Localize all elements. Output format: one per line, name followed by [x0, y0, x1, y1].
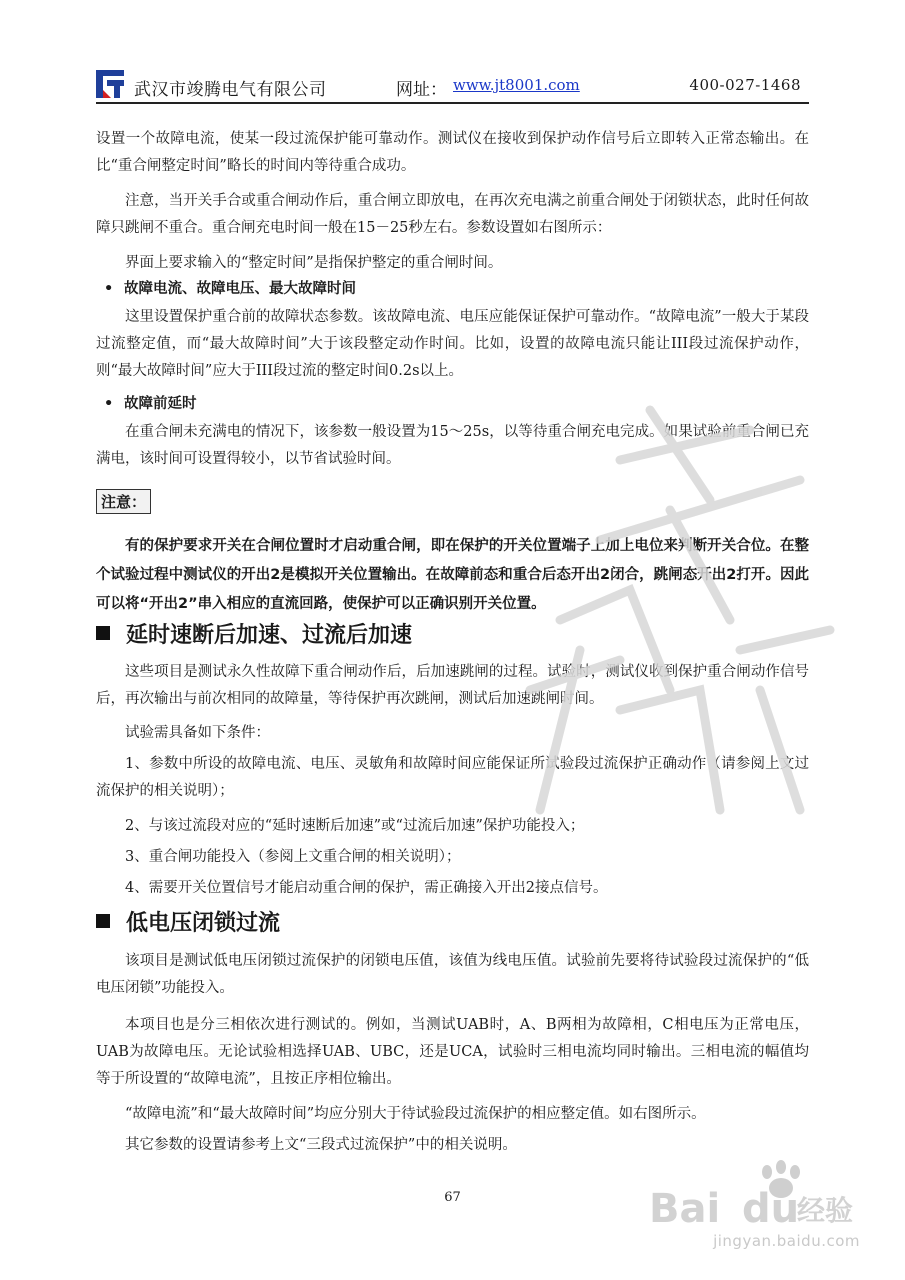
company-name: 武汉市竣腾电气有限公司 — [134, 80, 327, 100]
paragraph: 这里设置保护重合前的故障状态参数。该故障电流、电压应能保证保护可靠动作。“故障电流”一般大于某段过流整定值，而“最大故障时间”大于该段整定动作时间。比如，设置的故障电流只能让III段过流保护动作，则“最大故障时间”应大于III段过流的整定时间0.2s以上。 — [96, 309, 809, 379]
paragraph: 其它参数的设置请参考上文“三段式过流保护”中的相关说明。 — [125, 1137, 517, 1153]
list-item: 3、重合闸功能投入（参阅上文重合闸的相关说明）； — [125, 849, 461, 865]
list-item: 4、需要开关位置信号才能启动重合闸的保护，需正确接入开出2接点信号。 — [125, 880, 608, 896]
list-item: 2、与该过流段对应的“延时速断后加速”或“过流后加速”保护功能投入； — [125, 818, 585, 834]
bullet-icon: • — [104, 281, 114, 297]
svg-text:du: du — [742, 1186, 800, 1232]
bullet-icon: • — [104, 396, 114, 412]
paragraph: 这些项目是测试永久性故障下重合闸动作后，后加速跳闸的过程。试验时，测试仪收到保护重合闸动作信号后，再次输出与前次相同的故障量，等待保护再次跳闸，测试后加速跳闸时间。 — [96, 664, 809, 707]
page-header — [96, 64, 809, 104]
bullet-heading: • 故障前延时 — [104, 396, 197, 412]
square-bullet-icon — [96, 626, 110, 640]
website-link[interactable]: www.jt8001.com — [453, 76, 580, 94]
paragraph: 试验需具备如下条件： — [125, 725, 270, 741]
list-item: 1、参数中所设的故障电流、电压、灵敏角和故障时间应能保证所试验段过流保护正确动作（请参阅上文过流保护的相关说明）； — [96, 756, 809, 799]
svg-text:Bai: Bai — [649, 1186, 721, 1232]
page-number: 67 — [444, 1190, 461, 1205]
phone-number: 400-027-1468 — [689, 76, 801, 94]
bullet-heading: • 故障电流、故障电压、最大故障时间 — [104, 281, 356, 297]
paragraph: 本项目也是分三相依次进行测试的。例如，当测试UAB时，A、B两相为故障相，C相电压为正常电压，UAB为故障电压。无论试验相选择UAB、UBC，还是UCA，试验时三相电流均同时输出。三相电流的幅值均等于所设置的“故障电流”，且按正序相位输出。 — [96, 1017, 809, 1087]
paragraph: 界面上要求输入的“整定时间”是指保护整定的重合闸时间。 — [125, 255, 503, 271]
paragraph: 注意，当开关手合或重合闸动作后，重合闸立即放电，在再次充电满之前重合闸处于闭锁状态，此时任何故障只跳闸不重合。重合闸充电时间一般在15－25秒左右。参数设置如右图所示： — [96, 193, 809, 236]
company-logo-icon — [96, 70, 124, 98]
paragraph: 在重合闸未充满电的情况下，该参数一般设置为15～25s，以等待重合闸充电完成。如果试验前重合闸已充满电，该时间可设置得较小，以节省试验时间。 — [96, 424, 809, 467]
section-title: 延时速断后加速、过流后加速 — [96, 618, 412, 649]
svg-text:经验: 经验 — [797, 1194, 854, 1227]
website-label: 网址： — [396, 80, 447, 100]
paragraph: 设置一个故障电流，使某一段过流保护能可靠动作。测试仪在接收到保护动作信号后立即转入正常态输出。在比“重合闸整定时间”略长的时间内等待重合成功。 — [96, 131, 809, 174]
note-label: 注意： — [96, 489, 151, 514]
paragraph: 该项目是测试低电压闭锁过流保护的闭锁电压值，该值为线电压值。试验前先要将待试验段过流保护的“低电压闭锁”功能投入。 — [96, 953, 809, 996]
paragraph: “故障电流”和“最大故障时间”均应分别大于待试验段过流保护的相应整定值。如右图所示。 — [125, 1106, 706, 1122]
note-text: 有的保护要求开关在合闸位置时才启动重合闸，即在保护的开关位置端子上加上电位来判断开关合位。在整个试验过程中测试仪的开出2是模拟开关位置输出。在故障前态和重合后态开出2闭合，跳闸态开出2打开。因此可以将“开出2”串入相应的直流回路，使保护可以正确识别开关位置。 — [96, 537, 809, 612]
section-title: 低电压闭锁过流 — [96, 906, 280, 937]
baidu-jingyan-logo-icon — [647, 1158, 862, 1238]
square-bullet-icon — [96, 914, 110, 928]
baidu-jingyan-url: jingyan.baidu.com — [713, 1232, 860, 1250]
